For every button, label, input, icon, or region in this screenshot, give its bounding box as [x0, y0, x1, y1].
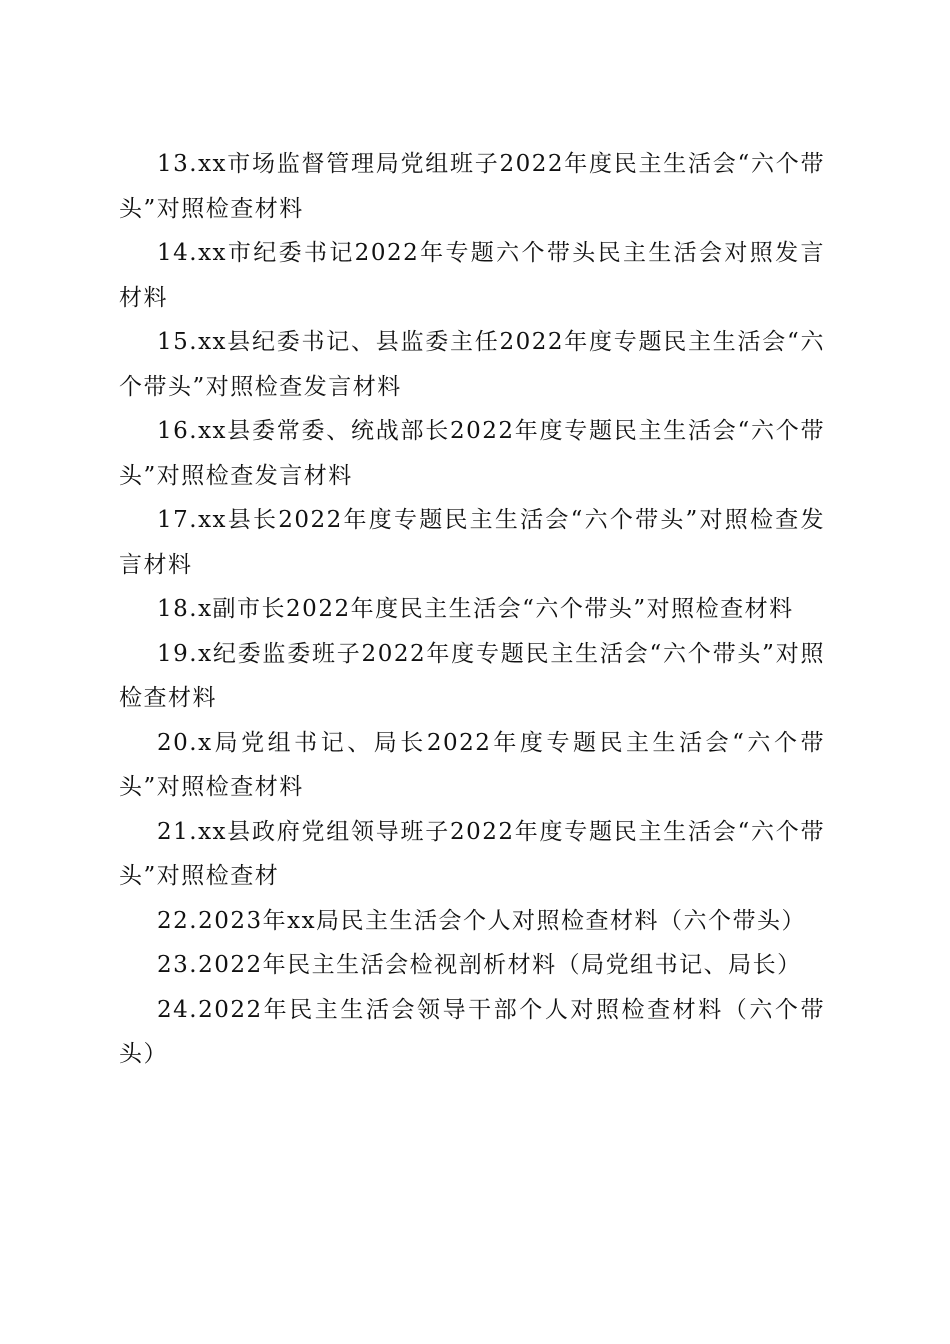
list-item-22: 22.2023年xx局民主生活会个人对照检查材料（六个带头）: [157, 907, 807, 934]
list-item-24: 24.2022年民主生活会领导干部个人对照检查材料（六个带头）: [119, 996, 825, 1067]
list-item-23: 23.2022年民主生活会检视剖析材料（局党组书记、局长）: [157, 952, 802, 978]
list-item-20: 20.x局党组书记、局长2022年度专题民主生活会“六个带头”对照检查材料: [119, 729, 825, 800]
list-item-19: 19.x纪委监委班子2022年度专题民主生活会“六个带头”对照检查材料: [119, 640, 825, 711]
list-item-21: 21.xx县政府党组领导班子2022年度专题民主生活会“六个带头”对照检查材: [119, 818, 825, 889]
list-item-18: 18.x副市长2022年度民主生活会“六个带头”对照检查材料: [157, 596, 794, 622]
list-item-14: 14.xx市纪委书记2022年专题六个带头民主生活会对照发言材料: [119, 240, 825, 311]
list-item-15: 15.xx县纪委书记、县监委主任2022年度专题民主生活会“六个带头”对照检查发言材料: [119, 329, 825, 400]
list-item-13: 13.xx市场监督管理局党组班子2022年度民主生活会“六个带头”对照检查材料: [119, 151, 825, 222]
document-item-list: [119, 142, 825, 1077]
list-item-17: 17.xx县长2022年度专题民主生活会“六个带头”对照检查发言材料: [119, 507, 825, 578]
list-item-16: 16.xx县委常委、统战部长2022年度专题民主生活会“六个带头”对照检查发言材料: [119, 418, 825, 489]
